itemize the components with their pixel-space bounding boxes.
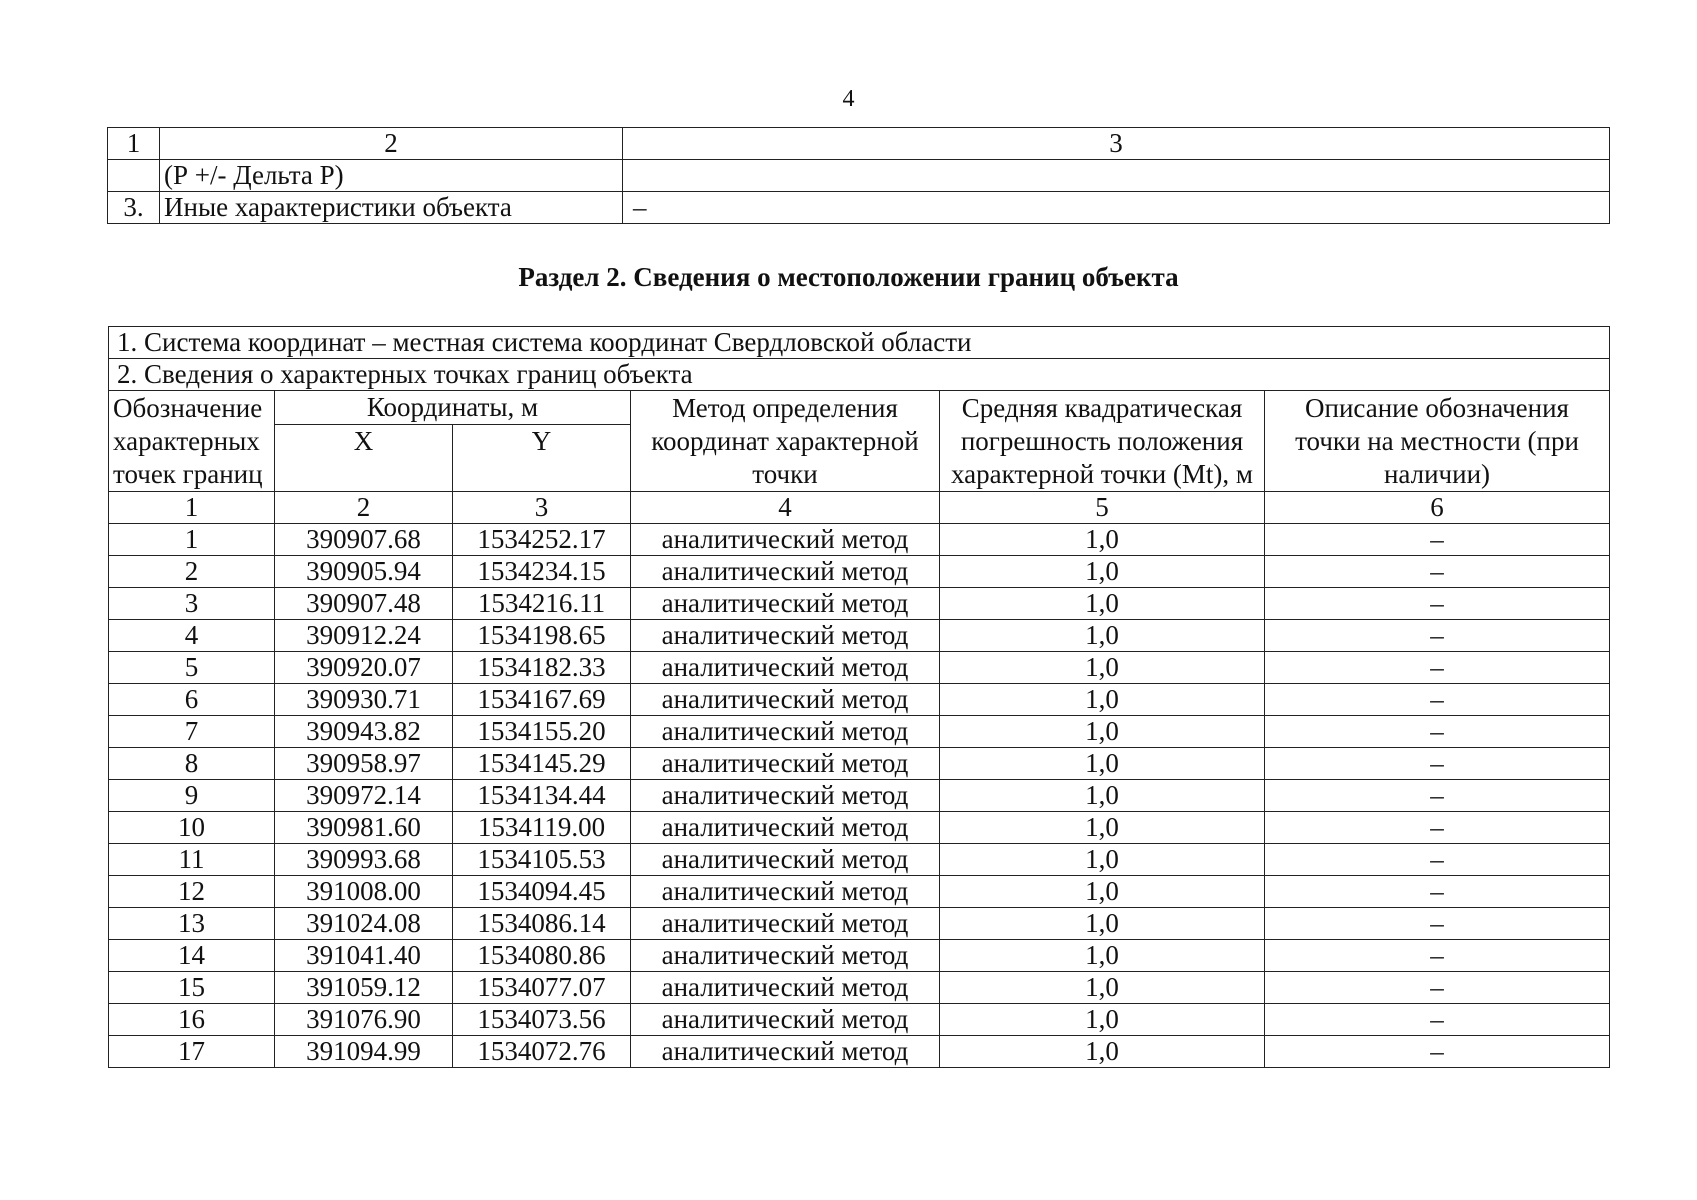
x-coordinate: 390972.14	[275, 780, 453, 812]
point-number: 5	[109, 652, 275, 684]
point-number: 8	[109, 748, 275, 780]
mean-square-error: 1,0	[940, 908, 1265, 940]
point-number: 7	[109, 716, 275, 748]
point-description: –	[1265, 716, 1610, 748]
y-coordinate: 1534155.20	[453, 716, 631, 748]
table-row	[109, 652, 1610, 684]
y-coordinate: 1534216.11	[453, 588, 631, 620]
table-row	[109, 556, 1610, 588]
table-row	[109, 716, 1610, 748]
method: аналитический метод	[631, 652, 940, 684]
boundary-points-table	[108, 326, 1610, 1068]
table-row	[109, 588, 1610, 620]
x-coordinate: 391008.00	[275, 876, 453, 908]
column-number: 4	[631, 492, 940, 524]
method: аналитический метод	[631, 940, 940, 972]
point-description: –	[1265, 524, 1610, 556]
table-row	[108, 192, 1610, 224]
point-description: –	[1265, 844, 1610, 876]
mean-square-error: 1,0	[940, 556, 1265, 588]
point-number: 15	[109, 972, 275, 1004]
point-description: –	[1265, 876, 1610, 908]
point-number: 2	[109, 556, 275, 588]
point-description: –	[1265, 588, 1610, 620]
x-coordinate: 390993.68	[275, 844, 453, 876]
x-coordinate: 390912.24	[275, 620, 453, 652]
method: аналитический метод	[631, 620, 940, 652]
point-number: 10	[109, 812, 275, 844]
method: аналитический метод	[631, 684, 940, 716]
point-number: 12	[109, 876, 275, 908]
x-coordinate: 390905.94	[275, 556, 453, 588]
row-number: 3.	[108, 192, 160, 224]
description-header: Описание обозначения точки на местности (при наличии)	[1265, 391, 1610, 492]
mean-square-error: 1,0	[940, 876, 1265, 908]
table-row	[109, 876, 1610, 908]
method: аналитический метод	[631, 780, 940, 812]
y-coordinate: 1534182.33	[453, 652, 631, 684]
characteristic-name: (Р +/- Дельта Р)	[160, 160, 623, 192]
point-number: 1	[109, 524, 275, 556]
point-number: 16	[109, 1004, 275, 1036]
y-coordinate: 1534073.56	[453, 1004, 631, 1036]
table-row	[109, 748, 1610, 780]
point-description: –	[1265, 620, 1610, 652]
x-coordinate: 390958.97	[275, 748, 453, 780]
y-coordinate: 1534167.69	[453, 684, 631, 716]
page-number: 4	[842, 86, 855, 112]
characteristics-table-continuation	[107, 127, 1610, 224]
point-description: –	[1265, 1004, 1610, 1036]
method: аналитический метод	[631, 1036, 940, 1068]
table-row	[108, 160, 1610, 192]
mean-square-error: 1,0	[940, 652, 1265, 684]
point-description: –	[1265, 780, 1610, 812]
x-coordinate: 391041.40	[275, 940, 453, 972]
x-coordinate: 391059.12	[275, 972, 453, 1004]
mean-square-error: 1,0	[940, 716, 1265, 748]
method: аналитический метод	[631, 588, 940, 620]
point-description: –	[1265, 1036, 1610, 1068]
designation-header: Обозначение характерных точек границ	[109, 391, 275, 492]
table-row	[109, 620, 1610, 652]
table-row	[109, 780, 1610, 812]
coord-system-text: 1. Система координат – местная система координат Свердловской области	[109, 327, 1610, 359]
x-header: X	[275, 425, 453, 492]
mean-square-error: 1,0	[940, 812, 1265, 844]
x-coordinate: 390907.68	[275, 524, 453, 556]
method-header: Метод определения координат характерной точки	[631, 391, 940, 492]
point-number: 6	[109, 684, 275, 716]
point-number: 3	[109, 588, 275, 620]
characteristic-name: Иные характеристики объекта	[160, 192, 623, 224]
mean-square-error: 1,0	[940, 780, 1265, 812]
y-coordinate: 1534105.53	[453, 844, 631, 876]
x-coordinate: 391076.90	[275, 1004, 453, 1036]
mean-square-error: 1,0	[940, 940, 1265, 972]
table-row	[109, 1036, 1610, 1068]
header-cell: 2	[160, 128, 623, 160]
table-row	[109, 940, 1610, 972]
row-number	[108, 160, 160, 192]
column-number: 1	[109, 492, 275, 524]
point-description: –	[1265, 940, 1610, 972]
characteristic-value	[623, 160, 1610, 192]
mean-square-error: 1,0	[940, 684, 1265, 716]
x-coordinate: 390920.07	[275, 652, 453, 684]
y-coordinate: 1534252.17	[453, 524, 631, 556]
mean-square-error: 1,0	[940, 1004, 1265, 1036]
point-number: 13	[109, 908, 275, 940]
table-header-row	[108, 128, 1610, 160]
mean-square-error: 1,0	[940, 524, 1265, 556]
point-description: –	[1265, 684, 1610, 716]
y-coordinate: 1534119.00	[453, 812, 631, 844]
header-cell: 3	[623, 128, 1610, 160]
x-coordinate: 391024.08	[275, 908, 453, 940]
points-caption-row	[109, 359, 1610, 391]
x-coordinate: 390930.71	[275, 684, 453, 716]
y-coordinate: 1534094.45	[453, 876, 631, 908]
y-coordinate: 1534198.65	[453, 620, 631, 652]
y-header: Y	[453, 425, 631, 492]
method: аналитический метод	[631, 908, 940, 940]
y-coordinate: 1534077.07	[453, 972, 631, 1004]
method: аналитический метод	[631, 748, 940, 780]
point-number: 11	[109, 844, 275, 876]
error-header: Средняя квадратическая погрешность положения характерной точки (Mt), м	[940, 391, 1265, 492]
y-coordinate: 1534072.76	[453, 1036, 631, 1068]
method: аналитический метод	[631, 556, 940, 588]
points-table-body	[109, 524, 1610, 1068]
mean-square-error: 1,0	[940, 748, 1265, 780]
point-number: 4	[109, 620, 275, 652]
x-coordinate: 390907.48	[275, 588, 453, 620]
method: аналитический метод	[631, 876, 940, 908]
mean-square-error: 1,0	[940, 844, 1265, 876]
mean-square-error: 1,0	[940, 620, 1265, 652]
method: аналитический метод	[631, 716, 940, 748]
table-header-row	[109, 391, 1610, 425]
y-coordinate: 1534145.29	[453, 748, 631, 780]
header-cell: 1	[108, 128, 160, 160]
point-description: –	[1265, 812, 1610, 844]
point-description: –	[1265, 748, 1610, 780]
column-number: 3	[453, 492, 631, 524]
mean-square-error: 1,0	[940, 1036, 1265, 1068]
method: аналитический метод	[631, 812, 940, 844]
mean-square-error: 1,0	[940, 588, 1265, 620]
table-row	[109, 1004, 1610, 1036]
y-coordinate: 1534234.15	[453, 556, 631, 588]
y-coordinate: 1534080.86	[453, 940, 631, 972]
point-number: 9	[109, 780, 275, 812]
coordinates-header: Координаты, м	[275, 391, 631, 425]
table-row	[109, 844, 1610, 876]
table-row	[109, 524, 1610, 556]
point-description: –	[1265, 556, 1610, 588]
table-row	[109, 972, 1610, 1004]
table-row	[109, 684, 1610, 716]
x-coordinate: 390981.60	[275, 812, 453, 844]
characteristic-value: –	[623, 192, 1610, 224]
column-number: 2	[275, 492, 453, 524]
table-row	[109, 812, 1610, 844]
method: аналитический метод	[631, 972, 940, 1004]
method: аналитический метод	[631, 844, 940, 876]
point-number: 14	[109, 940, 275, 972]
point-description: –	[1265, 908, 1610, 940]
mean-square-error: 1,0	[940, 972, 1265, 1004]
x-coordinate: 390943.82	[275, 716, 453, 748]
column-number: 6	[1265, 492, 1610, 524]
method: аналитический метод	[631, 524, 940, 556]
points-caption-text: 2. Сведения о характерных точках границ объекта	[109, 359, 1610, 391]
point-description: –	[1265, 652, 1610, 684]
column-number: 5	[940, 492, 1265, 524]
table-row	[109, 908, 1610, 940]
x-coordinate: 391094.99	[275, 1036, 453, 1068]
y-coordinate: 1534086.14	[453, 908, 631, 940]
coord-system-row	[109, 327, 1610, 359]
y-coordinate: 1534134.44	[453, 780, 631, 812]
point-number: 17	[109, 1036, 275, 1068]
section-title: Раздел 2. Сведения о местоположении границ объекта	[518, 262, 1179, 292]
column-numbers-row	[109, 492, 1610, 524]
point-description: –	[1265, 972, 1610, 1004]
method: аналитический метод	[631, 1004, 940, 1036]
